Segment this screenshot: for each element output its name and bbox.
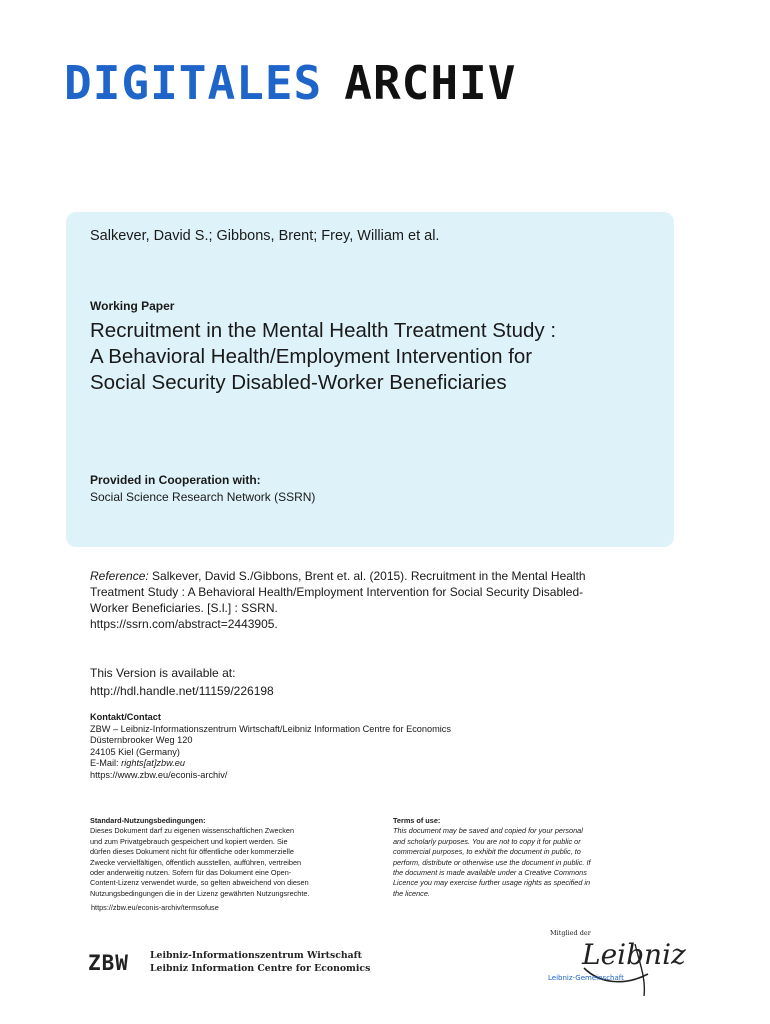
contact-email-line xyxy=(90,758,451,770)
reference-block xyxy=(90,568,650,632)
terms-line: oder anderweitig nutzen. Sofern für das Dokument eine Open- xyxy=(90,868,292,878)
reference-label: Reference: xyxy=(90,569,149,583)
reference-line xyxy=(90,568,650,584)
version-label: This Version is available at: xyxy=(90,666,236,680)
terms-line: the licence. xyxy=(393,888,430,898)
logo-word-archiv: ARCHIV xyxy=(344,56,517,110)
terms-line: This document may be saved and copied for your personal xyxy=(393,826,583,836)
email-label: E-Mail: xyxy=(90,758,122,768)
cooperation-value: Social Science Research Network (SSRN) xyxy=(90,490,316,504)
contact-line: 24105 Kiel (Germany) xyxy=(90,746,180,757)
contact-line: ZBW – Leibniz-Informationszentrum Wirtschaft/Leibniz Information Centre for Economics xyxy=(90,723,451,734)
terms-line: commercial purposes, to exhibit the document in public, to xyxy=(393,847,581,857)
reference-link[interactable]: https://ssrn.com/abstract=2443905. xyxy=(90,617,278,631)
zbw-name-line: Leibniz-Informationszentrum Wirtschaft xyxy=(150,950,362,961)
terms-english-heading: Terms of use: xyxy=(393,816,441,825)
reference-line: Treatment Study : A Behavioral Health/Employment Intervention for Social Security Disabled- xyxy=(90,585,584,599)
terms-line: and scholarly purposes. You are not to copy it for public or xyxy=(393,836,581,846)
leibniz-gemeinschaft-logo xyxy=(540,924,686,1004)
cooperation-heading: Provided in Cooperation with: xyxy=(90,473,261,487)
title-line: A Behavioral Health/Employment Intervention for xyxy=(90,345,533,368)
terms-line: Content-Lizenz verwendet wurde, so gelten abweichend von diesen xyxy=(90,878,309,888)
leibniz-signature: Leibniz xyxy=(582,938,686,971)
version-block xyxy=(90,664,274,700)
paper-title xyxy=(90,318,660,396)
zbw-logo: ZBW xyxy=(88,951,129,975)
terms-line: dürfen dieses Dokument nicht für öffentliche oder kommerzielle xyxy=(90,847,294,857)
terms-line: Licence you may exercise further usage rights as specified in xyxy=(393,878,591,888)
terms-line: Zwecke vervielfältigen, öffentlich ausstellen, aufführen, vertreiben xyxy=(90,857,302,867)
contact-block xyxy=(90,712,451,781)
leibniz-gemeinschaft-text: Leibniz-Gemeinschaft xyxy=(548,974,624,982)
contact-website[interactable]: https://www.zbw.eu/econis-archiv/ xyxy=(90,769,228,780)
terms-url[interactable]: https://zbw.eu/econis-archiv/termsofuse xyxy=(91,903,219,912)
zbw-name xyxy=(150,950,370,975)
terms-english-body xyxy=(393,826,683,899)
terms-german-heading: Standard-Nutzungsbedingungen: xyxy=(90,816,206,825)
email-address[interactable]: rights[at]zbw.eu xyxy=(121,758,185,768)
authors: Salkever, David S.; Gibbons, Brent; Frey, William et al. xyxy=(90,228,440,244)
zbw-name-line: Leibniz Information Centre for Economics xyxy=(150,962,371,974)
terms-english xyxy=(393,816,683,899)
terms-german xyxy=(90,816,375,899)
reference-line: Worker Beneficiaries. [S.l.] : SSRN. xyxy=(90,601,278,615)
leibniz-member-label: Mitglied der xyxy=(550,929,591,937)
contact-line: Düsternbrooker Weg 120 xyxy=(90,735,193,745)
terms-line: the document is made available under a Creative Commons xyxy=(393,868,587,878)
version-url[interactable]: http://hdl.handle.net/11159/226198 xyxy=(90,684,274,698)
terms-line: und zum Privatgebrauch gespeichert und kopiert werden. Sie xyxy=(90,836,288,846)
terms-line: Nutzungsbedingungen die in der Lizenz gewährten Nutzungsrechte. xyxy=(90,888,310,898)
logo-word-digitales: DIGITALES xyxy=(64,56,323,110)
contact-heading: Kontakt/Contact xyxy=(90,712,161,722)
digitales-archiv-logo xyxy=(64,56,517,110)
terms-line: Dieses Dokument darf zu eigenen wissenschaftlichen Zwecken xyxy=(90,826,295,836)
title-line: Social Security Disabled-Worker Beneficiaries xyxy=(90,371,507,394)
paper-type: Working Paper xyxy=(90,299,175,313)
reference-text: Salkever, David S./Gibbons, Brent et. al. (2015). Recruitment in the Mental Health xyxy=(152,569,586,583)
title-line: Recruitment in the Mental Health Treatment Study : xyxy=(90,319,557,342)
terms-line: perform, distribute or otherwise use the document in public. If xyxy=(393,857,591,867)
